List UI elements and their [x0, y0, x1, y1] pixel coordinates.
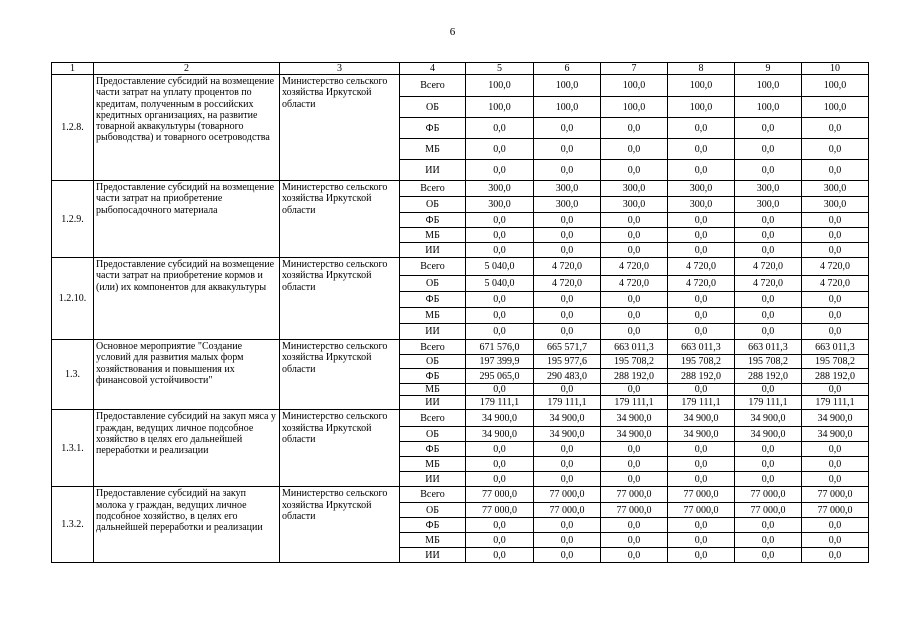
- funding-value: 77 000,0: [735, 487, 802, 503]
- funding-value: 0,0: [534, 548, 601, 563]
- funding-value: 195 708,2: [668, 355, 735, 369]
- funding-value: 5 040,0: [466, 258, 534, 276]
- funding-value: 34 900,0: [466, 427, 534, 442]
- funding-value: 4 720,0: [534, 258, 601, 276]
- funding-source: ИИ: [400, 472, 466, 487]
- funding-value: 34 900,0: [802, 410, 869, 427]
- funding-value: 4 720,0: [668, 276, 735, 292]
- funding-value: 77 000,0: [466, 487, 534, 503]
- funding-source: ИИ: [400, 548, 466, 563]
- funding-value: 0,0: [668, 324, 735, 340]
- funding-value: 0,0: [668, 292, 735, 308]
- item-code: 1.3.2.: [52, 487, 94, 563]
- funding-value: 0,0: [668, 518, 735, 533]
- funding-value: 77 000,0: [668, 503, 735, 518]
- funding-source: МБ: [400, 228, 466, 243]
- funding-value: 0,0: [534, 472, 601, 487]
- funding-value: 0,0: [668, 457, 735, 472]
- funding-source: Всего: [400, 340, 466, 355]
- funding-value: 0,0: [466, 457, 534, 472]
- column-number: 3: [280, 63, 400, 75]
- item-code: 1.3.1.: [52, 410, 94, 487]
- funding-value: 0,0: [735, 533, 802, 548]
- funding-value: 100,0: [534, 75, 601, 97]
- funding-value: 0,0: [668, 118, 735, 139]
- funding-value: 0,0: [668, 160, 735, 181]
- funding-value: 4 720,0: [668, 258, 735, 276]
- page-number: 6: [449, 26, 456, 38]
- funding-value: 0,0: [601, 228, 668, 243]
- item-name: Предоставление субсидий на возмещение части затрат на приобретение рыбопосадочного материала: [94, 181, 280, 258]
- funding-value: 34 900,0: [601, 410, 668, 427]
- funding-value: 77 000,0: [601, 487, 668, 503]
- funding-value: 179 111,1: [466, 396, 534, 410]
- funding-source: Всего: [400, 75, 466, 97]
- funding-value: 0,0: [668, 228, 735, 243]
- funding-value: 663 011,3: [601, 340, 668, 355]
- funding-value: 0,0: [601, 518, 668, 533]
- funding-value: 0,0: [534, 243, 601, 258]
- funding-value: 0,0: [534, 518, 601, 533]
- funding-source: ИИ: [400, 243, 466, 258]
- funding-value: 0,0: [802, 160, 869, 181]
- funding-value: 0,0: [534, 457, 601, 472]
- funding-value: 0,0: [735, 243, 802, 258]
- funding-value: 288 192,0: [668, 369, 735, 384]
- funding-value: 34 900,0: [601, 427, 668, 442]
- funding-value: 195 977,6: [534, 355, 601, 369]
- table-row: [52, 487, 869, 503]
- funding-value: 5 040,0: [466, 276, 534, 292]
- funding-source: ФБ: [400, 369, 466, 384]
- funding-source: ОБ: [400, 197, 466, 213]
- funding-value: 0,0: [735, 324, 802, 340]
- table-row: [52, 181, 869, 197]
- funding-value: 34 900,0: [534, 427, 601, 442]
- funding-value: 0,0: [466, 139, 534, 160]
- funding-value: 300,0: [601, 181, 668, 197]
- column-number: 6: [534, 63, 601, 75]
- funding-value: 0,0: [601, 384, 668, 396]
- funding-source: ФБ: [400, 213, 466, 228]
- funding-value: 0,0: [668, 472, 735, 487]
- funding-value: 0,0: [802, 308, 869, 324]
- funding-value: 0,0: [668, 139, 735, 160]
- item-name: Предоставление субсидий на закуп мяса у граждан, ведущих личное подсобное хозяйство в целях его дальнейшей переработки и реализации: [94, 410, 280, 487]
- funding-value: 0,0: [735, 160, 802, 181]
- funding-value: 195 708,2: [735, 355, 802, 369]
- funding-value: 4 720,0: [735, 258, 802, 276]
- funding-value: 0,0: [802, 518, 869, 533]
- funding-source: Всего: [400, 410, 466, 427]
- funding-source: МБ: [400, 384, 466, 396]
- funding-value: 100,0: [601, 97, 668, 118]
- funding-value: 0,0: [802, 139, 869, 160]
- funding-value: 300,0: [668, 197, 735, 213]
- column-number: 5: [466, 63, 534, 75]
- funding-value: 0,0: [668, 243, 735, 258]
- funding-source: ИИ: [400, 396, 466, 410]
- funding-value: 0,0: [534, 213, 601, 228]
- funding-value: 0,0: [802, 228, 869, 243]
- funding-value: 0,0: [466, 324, 534, 340]
- funding-value: 77 000,0: [668, 487, 735, 503]
- funding-value: 77 000,0: [802, 487, 869, 503]
- funding-value: 0,0: [466, 518, 534, 533]
- funding-value: 34 900,0: [735, 410, 802, 427]
- funding-value: 0,0: [668, 213, 735, 228]
- funding-source: МБ: [400, 308, 466, 324]
- funding-value: 0,0: [601, 243, 668, 258]
- funding-value: 0,0: [466, 292, 534, 308]
- item-name: Основное мероприятие "Создание условий для развития малых форм хозяйствования и повышения их финансовой устойчивости": [94, 340, 280, 410]
- funding-value: 34 900,0: [534, 410, 601, 427]
- funding-value: 0,0: [601, 533, 668, 548]
- funding-source: Всего: [400, 487, 466, 503]
- funding-value: 300,0: [735, 181, 802, 197]
- funding-value: 300,0: [735, 197, 802, 213]
- table-row: [52, 258, 869, 276]
- funding-value: 290 483,0: [534, 369, 601, 384]
- funding-value: 288 192,0: [802, 369, 869, 384]
- funding-value: 0,0: [735, 548, 802, 563]
- funding-value: 0,0: [601, 308, 668, 324]
- funding-value: 0,0: [668, 533, 735, 548]
- funding-source: ОБ: [400, 355, 466, 369]
- table-row: [52, 410, 869, 427]
- funding-value: 288 192,0: [601, 369, 668, 384]
- funding-value: 77 000,0: [534, 503, 601, 518]
- funding-source: МБ: [400, 139, 466, 160]
- funding-value: 0,0: [601, 324, 668, 340]
- funding-value: 100,0: [668, 75, 735, 97]
- funding-value: 0,0: [735, 472, 802, 487]
- funding-value: 0,0: [534, 292, 601, 308]
- funding-value: 0,0: [735, 228, 802, 243]
- column-number: 10: [802, 63, 869, 75]
- funding-value: 300,0: [534, 181, 601, 197]
- column-number: 1: [52, 63, 94, 75]
- funding-value: 100,0: [466, 75, 534, 97]
- funding-value: 0,0: [802, 384, 869, 396]
- funding-value: 0,0: [802, 548, 869, 563]
- funding-value: 0,0: [802, 292, 869, 308]
- funding-value: 0,0: [601, 139, 668, 160]
- funding-value: 0,0: [466, 243, 534, 258]
- funding-value: 34 900,0: [466, 410, 534, 427]
- item-code: 1.2.10.: [52, 258, 94, 340]
- funding-value: 195 708,2: [601, 355, 668, 369]
- funding-source: ФБ: [400, 292, 466, 308]
- funding-source: МБ: [400, 457, 466, 472]
- funding-source: МБ: [400, 533, 466, 548]
- item-name: Предоставление субсидий на закуп молока у граждан, ведущих личное подсобное хозяйство, в целях его дальнейшей переработки и реализации: [94, 487, 280, 563]
- funding-value: 0,0: [534, 384, 601, 396]
- funding-value: 100,0: [534, 97, 601, 118]
- funding-source: ИИ: [400, 324, 466, 340]
- funding-value: 0,0: [534, 160, 601, 181]
- funding-value: 0,0: [735, 213, 802, 228]
- funding-value: 34 900,0: [802, 427, 869, 442]
- funding-source: ФБ: [400, 118, 466, 139]
- funding-value: 100,0: [802, 75, 869, 97]
- funding-value: 300,0: [802, 197, 869, 213]
- funding-value: 0,0: [802, 213, 869, 228]
- funding-value: 100,0: [668, 97, 735, 118]
- funding-value: 300,0: [668, 181, 735, 197]
- funding-value: 0,0: [601, 292, 668, 308]
- funding-source: ОБ: [400, 503, 466, 518]
- funding-value: 34 900,0: [668, 427, 735, 442]
- funding-source: ИИ: [400, 160, 466, 181]
- item-name: Предоставление субсидий на возмещение части затрат на уплату процентов по кредитам, полученным в российских кредитных организациях, на развитие товарной аквакультуры (товарного рыбоводства) и товарного осетроводства: [94, 75, 280, 181]
- funding-value: 0,0: [466, 228, 534, 243]
- item-executor: Министерство сельского хозяйства Иркутской области: [280, 258, 400, 340]
- funding-value: 0,0: [534, 308, 601, 324]
- funding-value: 4 720,0: [802, 276, 869, 292]
- table-row: [52, 340, 869, 355]
- funding-value: 0,0: [601, 442, 668, 457]
- funding-value: 665 571,7: [534, 340, 601, 355]
- funding-value: 4 720,0: [802, 258, 869, 276]
- funding-value: 77 000,0: [802, 503, 869, 518]
- funding-value: 0,0: [534, 533, 601, 548]
- funding-value: 0,0: [668, 308, 735, 324]
- item-code: 1.2.9.: [52, 181, 94, 258]
- item-code: 1.3.: [52, 340, 94, 410]
- item-executor: Министерство сельского хозяйства Иркутской области: [280, 410, 400, 487]
- funding-value: 100,0: [735, 75, 802, 97]
- funding-value: 0,0: [668, 548, 735, 563]
- funding-value: 300,0: [534, 197, 601, 213]
- funding-value: 179 111,1: [601, 396, 668, 410]
- funding-value: 0,0: [735, 518, 802, 533]
- column-number: 4: [400, 63, 466, 75]
- funding-value: 179 111,1: [802, 396, 869, 410]
- funding-source: ОБ: [400, 427, 466, 442]
- funding-value: 0,0: [466, 213, 534, 228]
- column-number: 9: [735, 63, 802, 75]
- funding-source: ОБ: [400, 97, 466, 118]
- table-row: [52, 75, 869, 97]
- funding-value: 0,0: [601, 213, 668, 228]
- funding-source: Всего: [400, 181, 466, 197]
- funding-value: 0,0: [735, 139, 802, 160]
- funding-value: 0,0: [466, 548, 534, 563]
- funding-value: 0,0: [466, 160, 534, 181]
- funding-value: 0,0: [668, 384, 735, 396]
- funding-value: 195 708,2: [802, 355, 869, 369]
- column-number-row: [52, 63, 869, 75]
- funding-value: 77 000,0: [735, 503, 802, 518]
- funding-value: 0,0: [735, 384, 802, 396]
- funding-value: 4 720,0: [601, 276, 668, 292]
- funding-value: 34 900,0: [735, 427, 802, 442]
- funding-value: 300,0: [601, 197, 668, 213]
- funding-value: 4 720,0: [601, 258, 668, 276]
- funding-value: 100,0: [735, 97, 802, 118]
- funding-value: 0,0: [601, 548, 668, 563]
- funding-value: 0,0: [466, 442, 534, 457]
- item-executor: Министерство сельского хозяйства Иркутской области: [280, 487, 400, 563]
- funding-source: ФБ: [400, 442, 466, 457]
- funding-value: 197 399,9: [466, 355, 534, 369]
- funding-value: 0,0: [601, 160, 668, 181]
- funding-value: 34 900,0: [668, 410, 735, 427]
- funding-value: 179 111,1: [668, 396, 735, 410]
- funding-value: 0,0: [735, 457, 802, 472]
- funding-value: 0,0: [735, 442, 802, 457]
- funding-value: 0,0: [802, 324, 869, 340]
- funding-value: 0,0: [802, 118, 869, 139]
- funding-value: 0,0: [466, 118, 534, 139]
- funding-value: 0,0: [601, 118, 668, 139]
- funding-value: 0,0: [466, 308, 534, 324]
- funding-value: 0,0: [534, 139, 601, 160]
- item-executor: Министерство сельского хозяйства Иркутской области: [280, 75, 400, 181]
- funding-value: 77 000,0: [466, 503, 534, 518]
- funding-value: 0,0: [534, 228, 601, 243]
- funding-value: 0,0: [466, 533, 534, 548]
- funding-value: 0,0: [802, 533, 869, 548]
- funding-source: ФБ: [400, 518, 466, 533]
- funding-value: 0,0: [735, 118, 802, 139]
- column-number: 8: [668, 63, 735, 75]
- funding-value: 100,0: [601, 75, 668, 97]
- funding-value: 0,0: [466, 472, 534, 487]
- funding-value: 0,0: [802, 472, 869, 487]
- funding-value: 0,0: [601, 472, 668, 487]
- funding-value: 4 720,0: [735, 276, 802, 292]
- funding-value: 295 065,0: [466, 369, 534, 384]
- funding-value: 300,0: [802, 181, 869, 197]
- funding-value: 300,0: [466, 181, 534, 197]
- funding-value: 663 011,3: [802, 340, 869, 355]
- funding-value: 0,0: [668, 442, 735, 457]
- funding-value: 288 192,0: [735, 369, 802, 384]
- funding-value: 0,0: [534, 442, 601, 457]
- item-executor: Министерство сельского хозяйства Иркутской области: [280, 340, 400, 410]
- funding-value: 100,0: [802, 97, 869, 118]
- funding-value: 671 576,0: [466, 340, 534, 355]
- funding-value: 0,0: [802, 243, 869, 258]
- funding-source: ОБ: [400, 276, 466, 292]
- budget-table: [51, 62, 869, 563]
- item-code: 1.2.8.: [52, 75, 94, 181]
- funding-value: 179 111,1: [735, 396, 802, 410]
- funding-value: 0,0: [735, 308, 802, 324]
- funding-value: 77 000,0: [534, 487, 601, 503]
- funding-value: 0,0: [534, 118, 601, 139]
- funding-source: Всего: [400, 258, 466, 276]
- funding-value: 300,0: [466, 197, 534, 213]
- funding-value: 0,0: [802, 442, 869, 457]
- funding-value: 4 720,0: [534, 276, 601, 292]
- column-number: 7: [601, 63, 668, 75]
- funding-value: 100,0: [466, 97, 534, 118]
- column-number: 2: [94, 63, 280, 75]
- funding-value: 0,0: [601, 457, 668, 472]
- funding-value: 0,0: [534, 324, 601, 340]
- item-name: Предоставление субсидий на возмещение части затрат на приобретение кормов и (или) их компонентов для аквакультуры: [94, 258, 280, 340]
- funding-value: 0,0: [466, 384, 534, 396]
- funding-value: 663 011,3: [735, 340, 802, 355]
- item-executor: Министерство сельского хозяйства Иркутской области: [280, 181, 400, 258]
- funding-value: 663 011,3: [668, 340, 735, 355]
- funding-value: 179 111,1: [534, 396, 601, 410]
- funding-value: 0,0: [802, 457, 869, 472]
- funding-value: 0,0: [735, 292, 802, 308]
- funding-value: 77 000,0: [601, 503, 668, 518]
